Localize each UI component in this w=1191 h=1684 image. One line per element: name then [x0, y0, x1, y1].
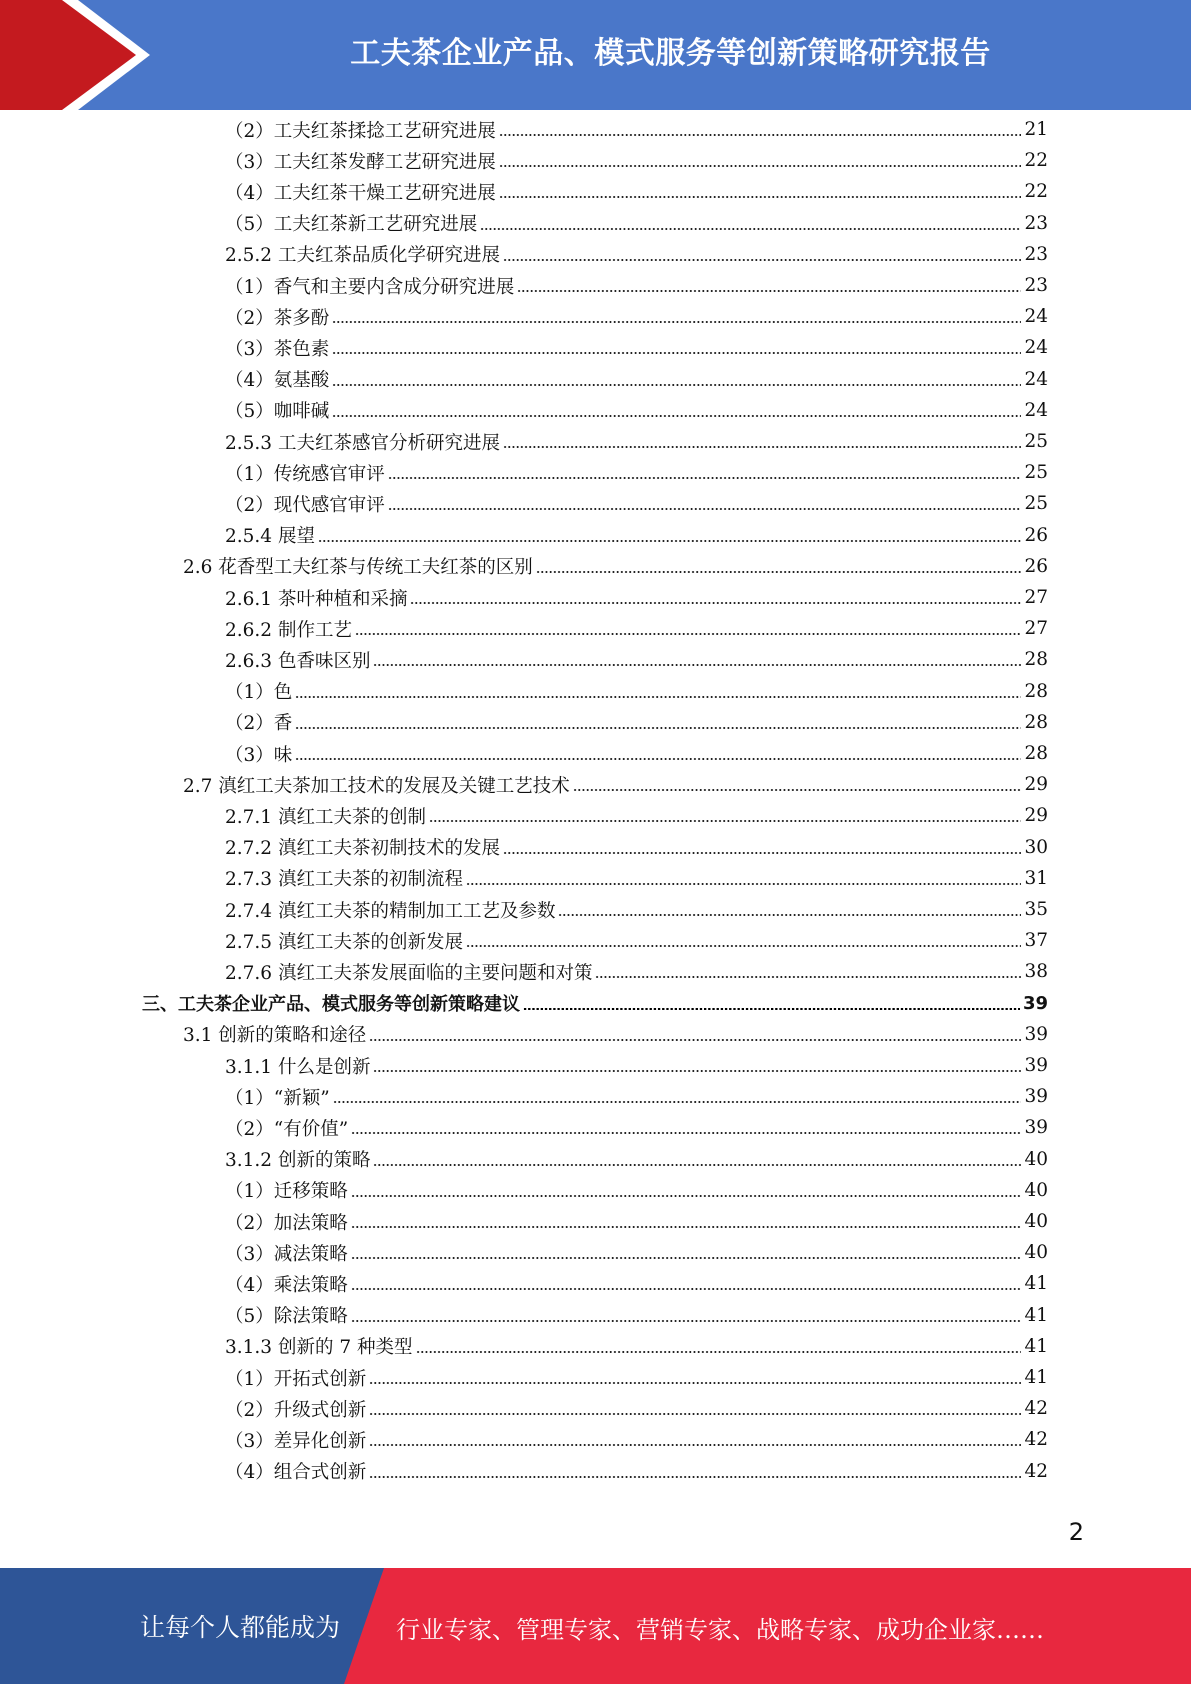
toc-entry[interactable]	[183, 1019, 1048, 1050]
toc-entry[interactable]	[225, 1362, 1048, 1393]
toc-entry[interactable]	[225, 894, 1048, 925]
toc-entry-page: 40	[1024, 1179, 1048, 1201]
toc-entry-page: 40	[1024, 1242, 1048, 1264]
toc-entry-page: 24	[1024, 337, 1048, 359]
toc-entry-page: 24	[1024, 306, 1048, 328]
toc-entry-page: 39	[1024, 1055, 1048, 1076]
toc-dot-leader	[466, 883, 1021, 885]
toc-entry[interactable]	[225, 1112, 1048, 1143]
toc-entry[interactable]	[225, 1175, 1048, 1206]
toc-entry-label: 3.1 创新的策略和途径	[183, 1025, 367, 1047]
toc-entry-label: （2）茶多酚	[225, 307, 330, 329]
toc-dot-leader	[369, 1039, 1021, 1041]
toc-entry-page: 24	[1024, 368, 1048, 390]
toc-entry-label: 三、工夫茶企业产品、模式服务等创新策略建议	[142, 994, 520, 1016]
toc-entry-label: 2.5.4 展望	[225, 526, 315, 548]
toc-entry-page: 28	[1024, 711, 1048, 733]
toc-dot-leader	[595, 976, 1021, 978]
toc-entry[interactable]	[225, 738, 1048, 769]
toc-entry-page: 28	[1024, 680, 1048, 702]
toc-entry[interactable]	[225, 457, 1048, 488]
toc-entry-label: （4）乘法策略	[225, 1274, 348, 1296]
toc-dot-leader	[558, 914, 1021, 916]
toc-entry-label: （2）工夫红茶揉捻工艺研究进展	[225, 120, 496, 142]
toc-dot-leader	[503, 852, 1021, 854]
toc-entry-label: （4）工夫红茶干燥工艺研究进展	[225, 182, 496, 204]
toc-dot-leader	[517, 290, 1021, 292]
toc-dot-leader	[295, 758, 1021, 760]
toc-dot-leader	[429, 820, 1021, 822]
toc-entry-label: （5）工夫红茶新工艺研究进展	[225, 214, 478, 236]
toc-entry[interactable]	[225, 1456, 1048, 1487]
toc-entry[interactable]	[225, 114, 1048, 145]
toc-dot-leader	[499, 196, 1022, 198]
toc-entry-page: 41	[1024, 1304, 1048, 1326]
toc-entry[interactable]	[225, 1300, 1048, 1331]
toc-entry-page: 38	[1024, 961, 1048, 983]
toc-entry-label: 2.7.5 滇红工夫茶的创新发展	[225, 931, 463, 953]
toc-dot-leader	[503, 259, 1021, 261]
toc-entry-label: 2.5.2 工夫红茶品质化学研究进展	[225, 245, 500, 267]
toc-dot-leader	[573, 789, 1022, 791]
toc-entry-label: （5）除法策略	[225, 1306, 348, 1328]
toc-entry-page: 39	[1024, 1023, 1048, 1045]
toc-dot-leader	[466, 945, 1021, 947]
toc-entry[interactable]	[183, 551, 1048, 582]
toc-entry-page: 27	[1024, 587, 1048, 608]
toc-entry-label: （2）“有价值”	[225, 1118, 349, 1140]
toc-entry-page: 39	[1022, 992, 1048, 1014]
toc-entry[interactable]	[225, 832, 1048, 863]
toc-entry-page: 23	[1024, 212, 1048, 234]
toc-entry-page: 39	[1024, 1117, 1048, 1139]
toc-entry-label: （1）迁移策略	[225, 1181, 348, 1203]
header-banner	[0, 0, 1191, 110]
toc-entry-page: 25	[1024, 462, 1048, 484]
toc-dot-leader	[351, 1132, 1021, 1134]
toc-entry-page: 41	[1024, 1335, 1048, 1357]
toc-dot-leader	[295, 696, 1021, 698]
toc-entry-label: 2.6.2 制作工艺	[225, 619, 352, 641]
toc-entry[interactable]	[225, 1237, 1048, 1268]
toc-dot-leader	[332, 415, 1021, 417]
toc-dot-leader	[318, 540, 1022, 542]
toc-entry[interactable]	[225, 208, 1048, 239]
toc-entry-label: （3）减法策略	[225, 1243, 348, 1265]
toc-entry-label: 2.5.3 工夫红茶感官分析研究进展	[225, 432, 500, 454]
toc-entry-label: （1）色	[225, 682, 293, 704]
toc-entry-page: 30	[1024, 836, 1048, 858]
toc-entry[interactable]	[183, 769, 1048, 800]
page-number: 2	[1068, 1518, 1084, 1546]
toc-entry-label: （3）味	[225, 744, 293, 766]
toc-entry[interactable]	[225, 270, 1048, 301]
toc-entry[interactable]	[225, 1331, 1048, 1362]
toc-entry-label: 2.7.2 滇红工夫茶初制技术的发展	[225, 838, 500, 860]
toc-entry-label: 2.7.3 滇红工夫茶的初制流程	[225, 869, 463, 891]
toc-entry[interactable]	[225, 176, 1048, 207]
toc-dot-leader	[351, 1288, 1022, 1290]
toc-entry-label: 2.7.1 滇红工夫茶的创制	[225, 806, 426, 828]
toc-dot-leader	[499, 134, 1022, 136]
footer-banner	[0, 1568, 1191, 1684]
report-title: 工夫茶企业产品、模式服务等创新策略研究报告	[350, 36, 991, 71]
toc-entry[interactable]	[225, 1206, 1048, 1237]
toc-entry-page: 41	[1024, 1367, 1048, 1388]
toc-dot-leader	[369, 1382, 1021, 1384]
toc-entry[interactable]	[225, 800, 1048, 831]
toc-entry-label: （2）现代感官审评	[225, 494, 385, 516]
toc-entry[interactable]	[225, 863, 1048, 894]
toc-dot-leader	[332, 384, 1021, 386]
toc-entry-page: 26	[1024, 555, 1048, 577]
toc-entry-page: 39	[1024, 1086, 1048, 1108]
toc-entry[interactable]	[225, 301, 1048, 332]
toc-entry-label: （2）升级式创新	[225, 1399, 367, 1421]
toc-entry-label: （3）差异化创新	[225, 1430, 367, 1452]
toc-dot-leader	[499, 165, 1022, 167]
toc-dot-leader	[503, 446, 1021, 448]
toc-entry[interactable]	[142, 988, 1048, 1019]
toc-entry[interactable]	[225, 426, 1048, 457]
toc-dot-leader	[333, 1101, 1022, 1103]
toc-entry-page: 22	[1024, 181, 1048, 203]
toc-entry-label: （1）开拓式创新	[225, 1368, 367, 1390]
toc-entry-page: 27	[1024, 618, 1048, 640]
toc-entry-label: （3）茶色素	[225, 338, 330, 360]
toc-dot-leader	[351, 1257, 1022, 1259]
toc-entry[interactable]	[225, 1393, 1048, 1424]
toc-entry-label: 2.6 花香型工夫红茶与传统工夫红茶的区别	[183, 557, 533, 579]
toc-entry-page: 25	[1024, 493, 1048, 515]
toc-entry-page: 42	[1024, 1429, 1048, 1451]
toc-entry-label: 2.7.4 滇红工夫茶的精制加工工艺及参数	[225, 900, 556, 922]
toc-entry-page: 21	[1024, 119, 1048, 140]
toc-entry-page: 23	[1024, 243, 1048, 265]
toc-entry-label: （4）组合式创新	[225, 1462, 367, 1484]
toc-entry[interactable]	[225, 1268, 1048, 1299]
toc-entry-page: 29	[1024, 774, 1048, 796]
toc-dot-leader	[536, 571, 1022, 573]
toc-dot-leader	[369, 1476, 1021, 1478]
toc-entry-label: （5）咖啡碱	[225, 401, 330, 423]
toc-dot-leader	[369, 1413, 1021, 1415]
toc-entry[interactable]	[225, 613, 1048, 644]
toc-entry-label: （1）传统感官审评	[225, 463, 385, 485]
toc-entry-page: 25	[1024, 431, 1048, 452]
toc-entry[interactable]	[225, 520, 1048, 551]
toc-entry-page: 23	[1024, 275, 1048, 296]
footer-slogan: 让每个人都能成为	[140, 1613, 341, 1642]
toc-entry[interactable]	[225, 707, 1048, 738]
toc-entry-label: （1）香气和主要内含成分研究进展	[225, 276, 515, 298]
toc-dot-leader	[332, 352, 1021, 354]
toc-entry-label: （2）香	[225, 713, 293, 735]
toc-entry[interactable]	[225, 925, 1048, 956]
toc-entry-page: 37	[1024, 930, 1048, 952]
toc-entry-label: 3.1.1 什么是创新	[225, 1056, 371, 1078]
toc-entry-label: （4）氨基酸	[225, 370, 330, 392]
toc-entry-page: 24	[1024, 399, 1048, 421]
toc-entry-page: 35	[1024, 899, 1048, 920]
toc-entry[interactable]	[225, 1144, 1048, 1175]
toc-entry-page: 29	[1024, 805, 1048, 827]
toc-dot-leader	[410, 602, 1021, 604]
toc-dot-leader	[332, 321, 1021, 323]
toc-dot-leader	[373, 1070, 1021, 1072]
toc-entry[interactable]	[225, 395, 1048, 426]
toc-entry[interactable]	[225, 332, 1048, 363]
toc-entry-page: 40	[1024, 1148, 1048, 1170]
toc-dot-leader	[388, 508, 1022, 510]
toc-dot-leader	[373, 664, 1021, 666]
toc-entry-page: 42	[1024, 1460, 1048, 1482]
toc-entry-page: 40	[1024, 1211, 1048, 1232]
toc-entry-page: 28	[1024, 743, 1048, 764]
toc-entry-label: （2）加法策略	[225, 1212, 348, 1234]
footer-expert-list: 行业专家、管理专家、营销专家、战略专家、成功企业家……	[396, 1616, 1044, 1644]
toc-entry-label: 2.7.6 滇红工夫茶发展面临的主要问题和对策	[225, 962, 593, 984]
toc-dot-leader	[369, 1444, 1021, 1446]
toc-entry-label: （3）工夫红茶发酵工艺研究进展	[225, 151, 496, 173]
toc-entry-label: （1）“新颖”	[225, 1087, 330, 1109]
toc-entry-page: 42	[1024, 1398, 1048, 1420]
toc-entry[interactable]	[225, 1050, 1048, 1081]
toc-entry-label: 3.1.2 创新的策略	[225, 1150, 371, 1172]
toc-entry-label: 2.6.3 色香味区别	[225, 650, 371, 672]
toc-entry-label: 2.6.1 茶叶种植和采摘	[225, 588, 408, 610]
toc-dot-leader	[388, 477, 1022, 479]
toc-entry[interactable]	[225, 145, 1048, 176]
toc-dot-leader	[355, 633, 1022, 635]
header-chevron-decoration	[0, 0, 160, 110]
toc-entry-page: 26	[1024, 524, 1048, 546]
toc-dot-leader	[351, 1195, 1022, 1197]
toc-entry[interactable]	[225, 1081, 1048, 1112]
toc-dot-leader	[295, 727, 1021, 729]
toc-entry[interactable]	[225, 676, 1048, 707]
toc-entry[interactable]	[225, 582, 1048, 613]
toc-entry[interactable]	[225, 239, 1048, 270]
toc-dot-leader	[351, 1320, 1022, 1322]
toc-dot-leader	[373, 1164, 1021, 1166]
toc-dot-leader	[523, 1008, 1020, 1010]
toc-entry[interactable]	[225, 1424, 1048, 1455]
toc-entry-page: 22	[1024, 150, 1048, 172]
toc-entry-page: 41	[1024, 1273, 1048, 1295]
toc-dot-leader	[480, 228, 1021, 230]
toc-entry[interactable]	[225, 488, 1048, 519]
toc-dot-leader	[351, 1226, 1022, 1228]
toc-entry[interactable]	[225, 364, 1048, 395]
toc-entry[interactable]	[225, 956, 1048, 987]
toc-dot-leader	[416, 1351, 1022, 1353]
toc-entry-page: 28	[1024, 649, 1048, 671]
toc-entry-label: 3.1.3 创新的 7 种类型	[225, 1337, 413, 1359]
toc-entry[interactable]	[225, 644, 1048, 675]
toc-entry-label: 2.7 滇红工夫茶加工技术的发展及关键工艺技术	[183, 775, 570, 797]
toc-entry-page: 31	[1024, 867, 1048, 889]
